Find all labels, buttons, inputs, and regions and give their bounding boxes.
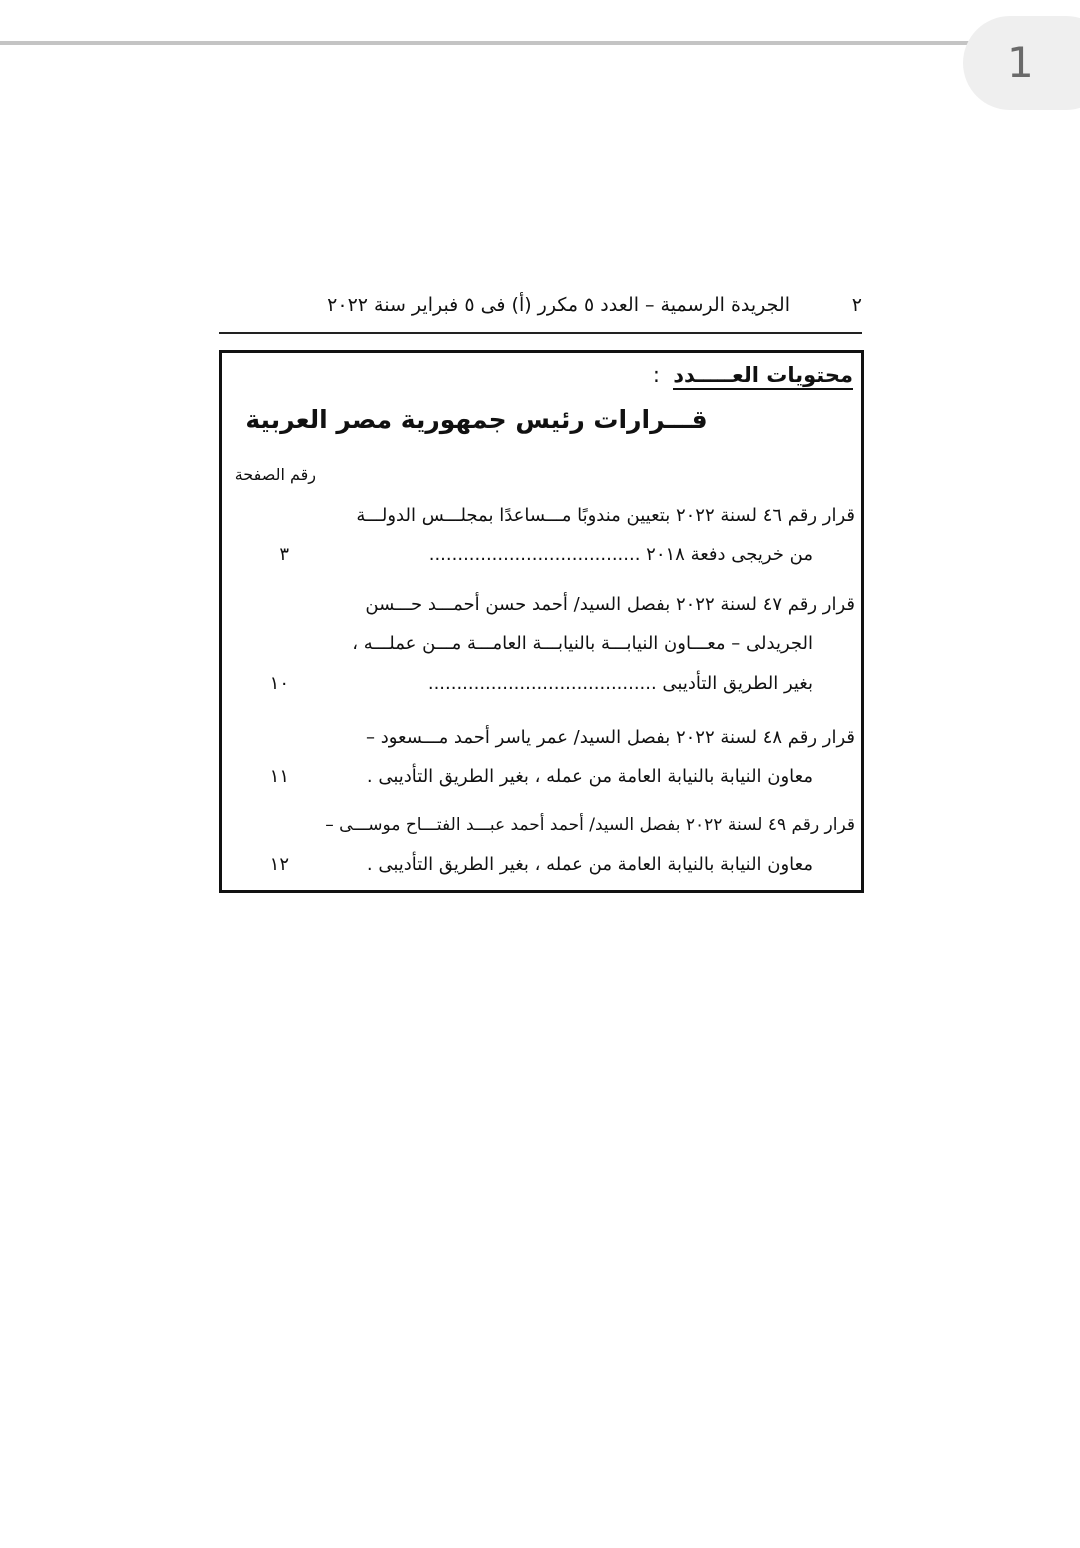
- contents-heading-text: محتويات العـــــدد: [673, 363, 853, 390]
- entry-4-line-1: قرار رقم ٤٩ لسنة ٢٠٢٢ بفصل السيد/ أحمد أحمد عبـــد الفتـــاح موســـى –: [325, 815, 855, 835]
- contents-box: [219, 350, 864, 893]
- entry-1-line-1: قرار رقم ٤٦ لسنة ٢٠٢٢ بتعيين مندوبًا مـــساعدًا بمجلـــس الدولـــة: [356, 505, 855, 526]
- page-indicator-number: 1: [1007, 38, 1034, 87]
- entry-3-line-2: معاون النيابة بالنيابة العامة من عمله ، بغير الطريق التأديبى .: [366, 766, 813, 787]
- page-column-label: رقم الصفحة: [234, 465, 316, 484]
- section-title: قـــرارات رئيس جمهورية مصر العربية: [245, 405, 708, 434]
- gazette-page-number: ٢: [851, 294, 862, 316]
- entry-2-line-1: قرار رقم ٤٧ لسنة ٢٠٢٢ بفصل السيد/ أحمد حسن أحمـــد حـــسن: [365, 594, 855, 615]
- entry-1-line-2: من خريجى دفعة ٢٠١٨ .....................................: [428, 544, 813, 565]
- gazette-title: الجريدة الرسمية – العدد ٥ مكرر (أ) فى ٥ فبراير سنة ٢٠٢٢: [327, 294, 790, 316]
- entry-4-line-2: معاون النيابة بالنيابة العامة من عمله ، بغير الطريق التأديبى .: [366, 854, 813, 875]
- viewer-progress-bar: [0, 41, 975, 45]
- contents-heading: [653, 363, 853, 387]
- header-rule: [219, 332, 862, 334]
- entry-3-line-1: قرار رقم ٤٨ لسنة ٢٠٢٢ بفصل السيد/ عمر ياسر أحمد مـــسعود –: [365, 727, 855, 748]
- page-indicator-badge[interactable]: [963, 16, 1080, 110]
- entry-2-line-3: بغير الطريق التأديبى ........................................: [427, 673, 813, 694]
- entry-3-page[interactable]: ١١: [269, 766, 289, 787]
- contents-heading-colon: :: [652, 363, 660, 387]
- gazette-header: [219, 290, 862, 324]
- entry-4-page[interactable]: ١٢: [269, 854, 289, 875]
- entry-1-page[interactable]: ٣: [279, 544, 289, 565]
- entry-2-line-2: الجريدلى – معـــاون النيابـــة بالنيابـــة العامـــة مـــن عملـــه ،: [352, 633, 813, 654]
- entry-2-page[interactable]: ١٠: [269, 673, 289, 694]
